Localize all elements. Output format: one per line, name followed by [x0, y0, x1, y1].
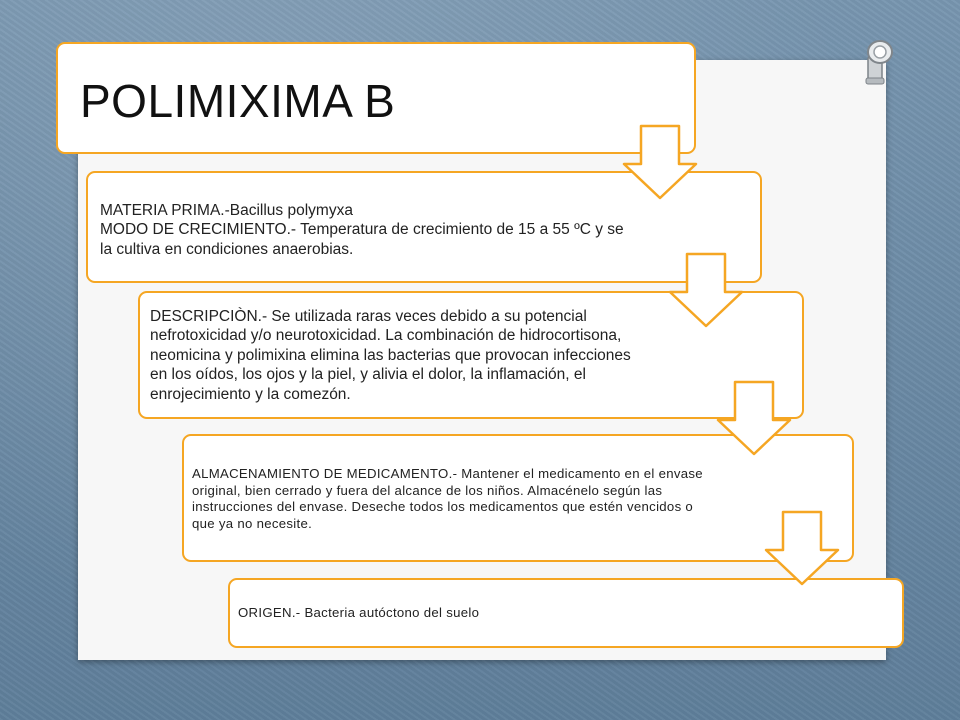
slide-title: POLIMIXIMA B [80, 75, 396, 127]
down-arrow-icon [668, 252, 744, 328]
step-text: DESCRIPCIÒN.- Se utilizada raras veces debido a su potencial nefrotoxicidad y/o neurotoxicidad. La combinación de hidrocortisona, neomicina y polimixina elimina las bacterias que provocan infecciones en los oídos, los ojos y la piel, y alivia el dolor, la inflamación, el enrojecimiento y la comezón. [150, 308, 631, 403]
step-box-origen [228, 578, 904, 648]
pushpin-icon [858, 38, 898, 88]
materia-prima-line: MATERIA PRIMA.-Bacillus polymyxa [100, 202, 353, 219]
down-arrow-icon [764, 510, 840, 586]
down-arrow-icon [622, 124, 698, 200]
modo-crecimiento-line: MODO DE CRECIMIENTO.- Temperatura de crecimiento de 15 a 55 ºC y se la cultiva en condiciones anaerobias. [100, 221, 624, 258]
step-text [100, 201, 640, 259]
down-arrow-icon [716, 380, 792, 456]
title-box [56, 42, 696, 154]
step-text: ALMACENAMIENTO DE MEDICAMENTO.- Mantener el medicamento en el envase original, bien cerrado y fuera del alcance de los niños. Almacénelo según las instrucciones del envase. Deseche todos los medicamentos que estén vencidos o que ya no necesite. [192, 466, 703, 531]
step-text: ORIGEN.- Bacteria autóctono del suelo [238, 605, 480, 620]
